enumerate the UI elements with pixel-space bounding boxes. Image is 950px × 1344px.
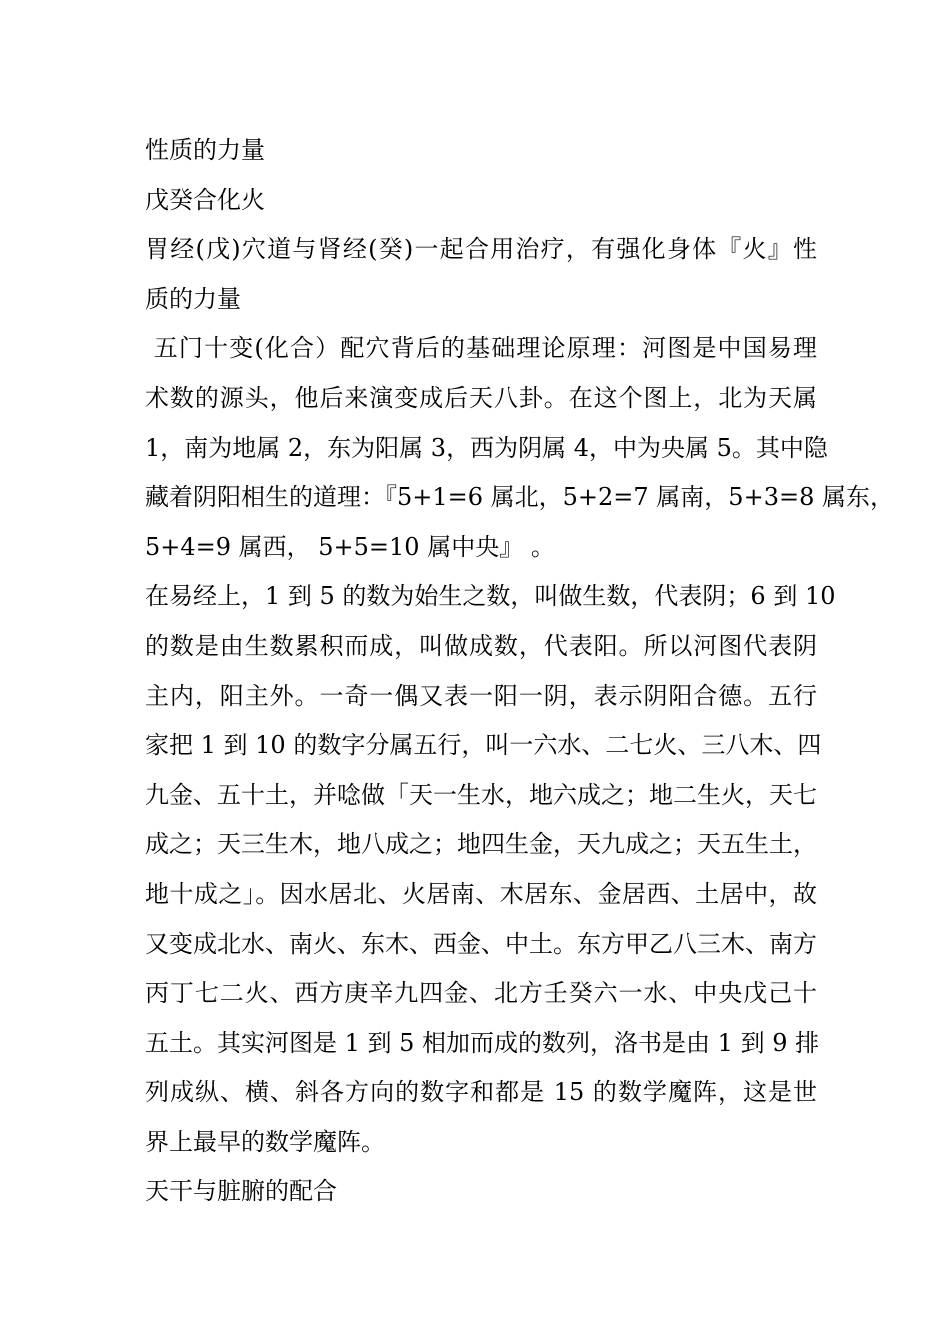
text-line: 界上最早的数学魔阵。 xyxy=(145,1127,385,1156)
text-line: 戊癸合化火 xyxy=(145,185,265,214)
text-line: 五土。其实河图是 1 到 5 相加而成的数列，洛书是由 1 到 9 排 xyxy=(145,1028,820,1057)
text-line: 列成纵、横、斜各方向的数字和都是 15 的数学魔阵，这是世 xyxy=(145,1078,817,1107)
heading-tiangan-zangfu xyxy=(145,1167,817,1217)
text-line: 主内，阳主外。一奇一偶又表一阳一阴，表示阴阳合德。五行 xyxy=(145,681,817,710)
text-line: 术数的源头，他后来演变成后天八卦。在这个图上，北为天属 xyxy=(145,383,817,412)
text-line: 的数是由生数累积而成，叫做成数，代表阳。所以河图代表阴 xyxy=(145,631,817,660)
text-line: 天干与脏腑的配合 xyxy=(145,1177,337,1206)
text-line: 性质的力量 xyxy=(145,136,265,164)
paragraph-yijing-numbers xyxy=(145,572,836,1167)
heading-wugui-hehua-huo xyxy=(145,176,817,226)
text-line: 在易经上，1 到 5 的数为始生之数，叫做生数，代表阴；6 到 10 xyxy=(145,582,836,611)
document-body xyxy=(145,126,894,1217)
paragraph-wumen-shibian xyxy=(145,324,894,572)
text-line: 九金、五十土，并唸做「天一生水，地六成之；地二生火，天七 xyxy=(145,780,817,809)
text-line: 胃经(戊)穴道与肾经(癸)一起合用治疗，有强化身体『火』性 xyxy=(145,235,817,264)
text-line: 1，南为地属 2，东为阳属 3，西为阴属 4，中为央属 5。其中隐 xyxy=(145,433,828,462)
text-line: 地十成之」。因水居北、火居南、木居东、金居西、土居中，故 xyxy=(145,879,817,908)
text-line: 丙丁七二火、西方庚辛九四金、北方壬癸六一水、中央戊己十 xyxy=(145,979,817,1008)
text-line: 5+4=9 属西， 5+5=10 属中央』 。 xyxy=(145,532,555,561)
text-line: 质的力量 xyxy=(145,284,241,313)
text-line: 家把 1 到 10 的数字分属五行，叫一六水、二七火、三八木、四 xyxy=(145,731,822,760)
text-line: 藏着阴阳相生的道理：『5+1=6 属北，5+2=7 属南，5+3=8 属东， xyxy=(145,483,894,512)
text-line: 又变成北水、南火、东木、西金、中土。东方甲乙八三木、南方 xyxy=(145,929,817,958)
paragraph-stomach-kidney xyxy=(145,225,817,324)
text-line: 成之；天三生木，地八成之；地四生金，天九成之；天五生土， xyxy=(145,830,817,859)
text-line: 五门十变(化合）配穴背后的基础理论原理：河图是中国易理 xyxy=(145,334,817,363)
paragraph-property-power xyxy=(145,126,817,176)
